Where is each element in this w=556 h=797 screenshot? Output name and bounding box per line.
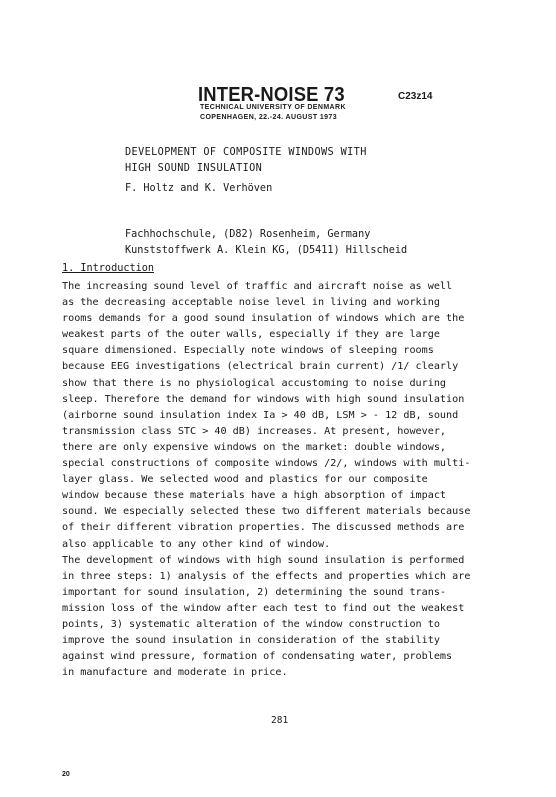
body-line: The development of windows with high sound insulation is performed <box>62 554 465 566</box>
body-line: (airborne sound insulation index Ia > 40 dB, LSM > - 12 dB, sound <box>62 409 459 421</box>
body-line: sleep. Therefore the demand for windows with high sound insulation <box>62 393 465 405</box>
body-line: special constructions of composite windows /2/, windows with multi- <box>62 458 471 470</box>
conference-title: INTER-NOISE 73 <box>198 84 345 106</box>
paper-authors: F. Holtz and K. Verhöven <box>125 183 273 194</box>
section-heading: 1. Introduction <box>62 263 155 274</box>
affiliations <box>125 227 407 259</box>
body-line: in three steps: 1) analysis of the effects and properties which are <box>62 570 471 582</box>
body-line: because EEG investigations (electrical brain current) /1/ clearly <box>62 361 459 373</box>
body-line: there are only expensive windows on the market: double windows, <box>62 441 447 453</box>
body-line: improve the sound insulation in consideration of the stability <box>62 635 440 647</box>
paper-title <box>125 145 367 177</box>
conference-location-date: COPENHAGEN, 22.-24. AUGUST 1973 <box>200 114 338 121</box>
title-line: DEVELOPMENT OF COMPOSITE WINDOWS WITH <box>125 147 367 158</box>
affiliation-line: Kunststoffwerk A. Klein KG, (D5411) Hillscheid <box>125 245 408 256</box>
body-line: The increasing sound level of traffic and aircraft noise as well <box>62 281 453 292</box>
title-line: HIGH SOUND INSULATION <box>125 163 263 174</box>
body-line: in manufacture and moderate in price. <box>62 667 288 679</box>
body-line: show that there is no physiological accustoming to noise during <box>62 377 447 389</box>
body-line: points, 3) systematic alteration of the window construction to <box>62 618 440 630</box>
page-number: 281 <box>271 715 289 726</box>
body-line: square dimensioned. Especially note windows of sleeping rooms <box>62 345 434 357</box>
footnote-number: 20 <box>62 771 70 778</box>
affiliation-line: Fachhochschule, (D82) Rosenheim, Germany <box>125 229 371 240</box>
body-line: against wind pressure, formation of condensating water, problems <box>62 651 453 663</box>
paper-code: C23z14 <box>398 91 433 102</box>
body-line: important for sound insulation, 2) determining the sound trans- <box>62 586 447 598</box>
body-line: as the decreasing acceptable noise level in living and working <box>62 297 440 309</box>
body-text <box>62 279 470 681</box>
body-line: mission loss of the window after each test to find out the weakest <box>62 602 465 614</box>
body-line: rooms demands for a good sound insulation of windows which are the <box>62 313 465 325</box>
body-line: of their different vibration properties. The discussed methods are <box>62 522 465 534</box>
body-line: sound. We especially selected these two different materials because <box>62 506 471 518</box>
body-line: window because these materials have a high absorption of impact <box>62 490 447 502</box>
body-line: layer glass. We selected wood and plastics for our composite <box>62 474 428 486</box>
university-name: TECHNICAL UNIVERSITY OF DENMARK <box>200 104 346 111</box>
body-line: weakest parts of the outer walls, especially if they are large <box>62 329 440 341</box>
body-line: also applicable to any other kind of window. <box>62 538 331 550</box>
body-line: transmission class STC > 40 dB) increases. At present, however, <box>62 425 447 437</box>
